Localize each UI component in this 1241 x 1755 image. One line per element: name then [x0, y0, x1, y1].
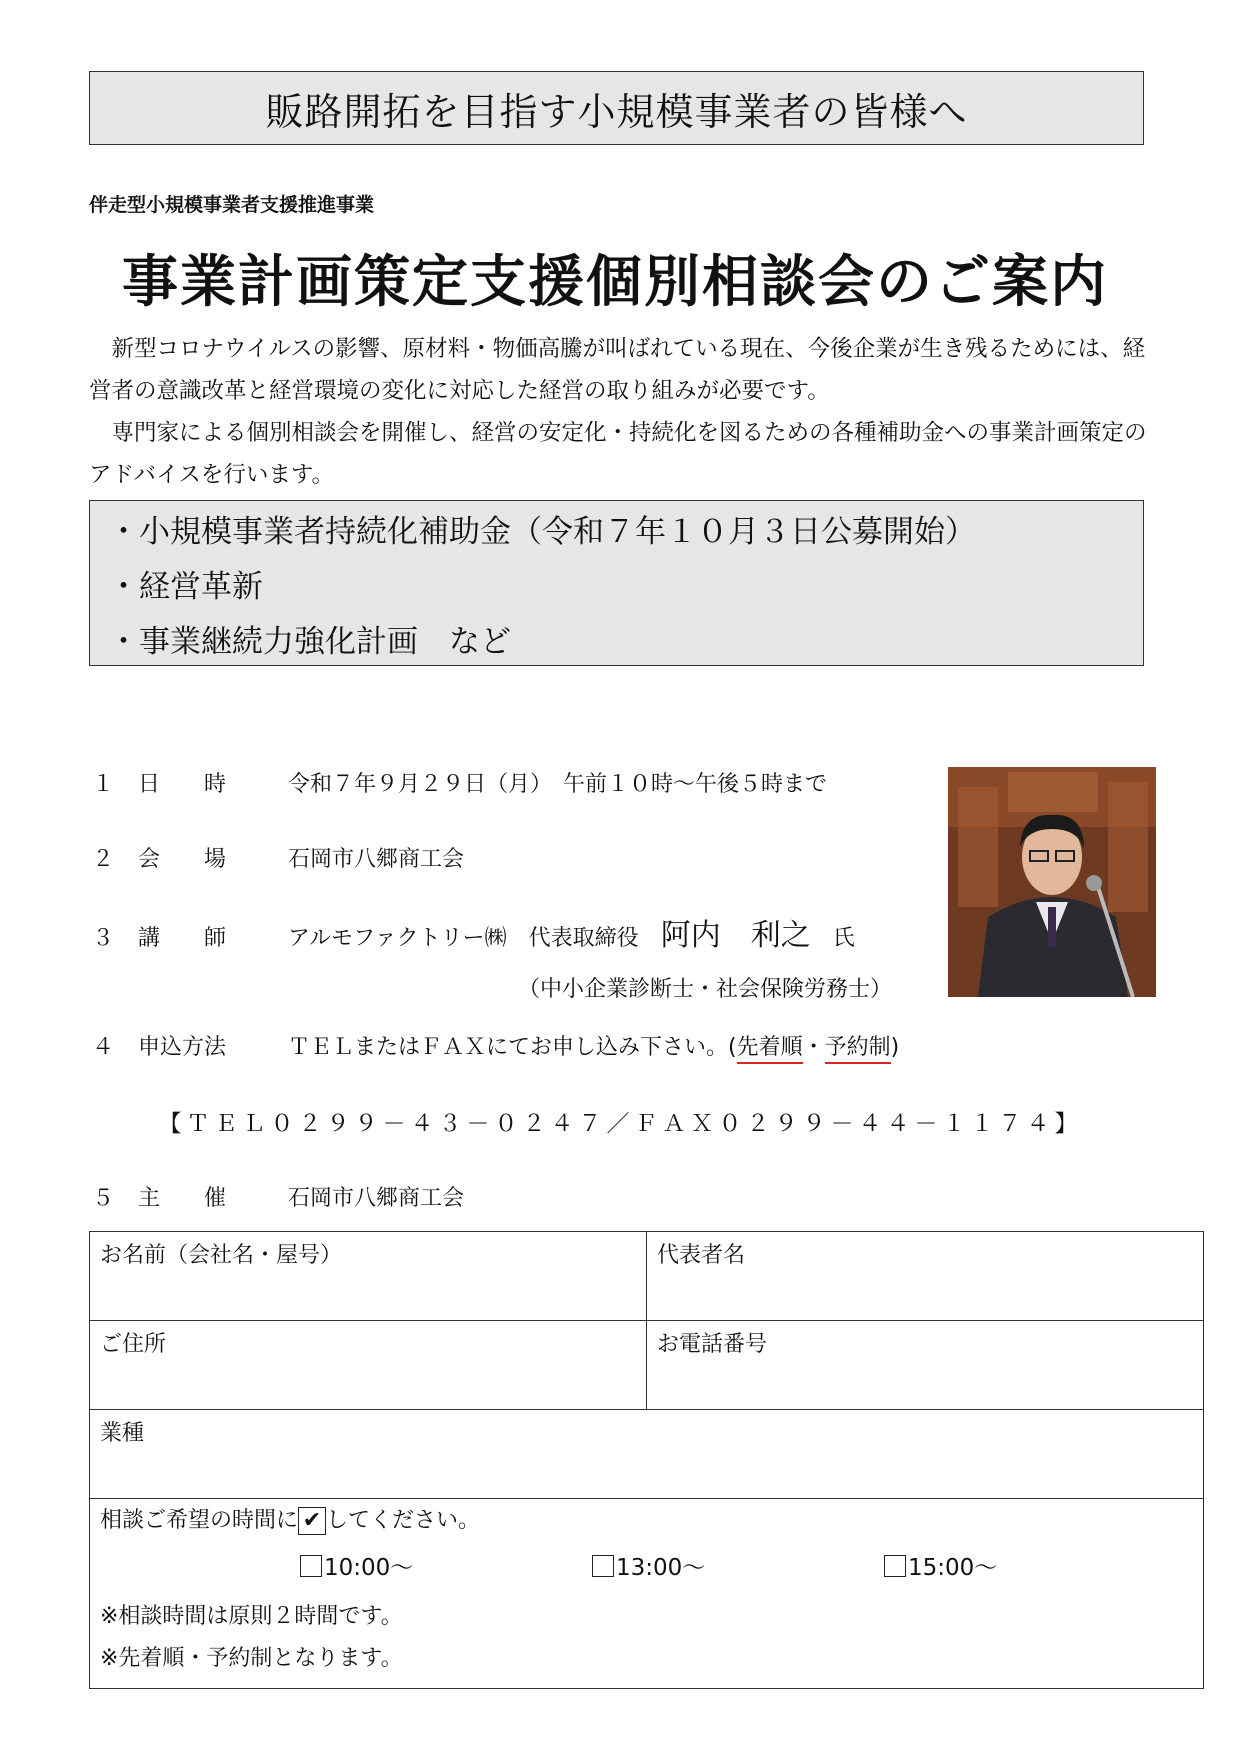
contact-numbers: 【ＴＥＬ０２９９－４３－０２４７／ＦＡＸ０２９９－４４－１１７４】	[158, 1111, 1083, 1137]
detail-number: ４	[92, 1035, 115, 1060]
checkbox-icon[interactable]	[884, 1555, 906, 1577]
detail-venue	[92, 842, 464, 873]
check-mark-icon: ✔	[298, 1507, 326, 1535]
time-option-13[interactable]	[592, 1549, 884, 1582]
phone-label: お電話番号	[657, 1332, 768, 1357]
separator-dot: ・	[802, 1035, 825, 1060]
detail-label: 講 師	[138, 926, 227, 951]
detail-apply	[92, 1030, 899, 1061]
headline-banner	[89, 71, 1144, 145]
instructor-company: アルモファクトリー㈱ 代表取締役	[288, 926, 639, 951]
instructor-name: 阿内 利之	[660, 918, 811, 953]
detail-number: ３	[92, 926, 115, 951]
program-name: 伴走型小規模事業者支援推進事業	[89, 194, 375, 216]
time-selection	[90, 1499, 1204, 1689]
name-field[interactable]	[90, 1232, 647, 1321]
consult-note-2: ※先着順・予約制となります。	[100, 1646, 403, 1671]
subsidy-item: ・事業継続力強化計画 など	[108, 624, 511, 660]
time-option-label: 15:00～	[908, 1555, 998, 1581]
consult-note-1: ※相談時間は原則２時間です。	[100, 1604, 403, 1629]
time-option-label: 10:00～	[324, 1555, 414, 1581]
detail-organizer	[92, 1181, 464, 1212]
apply-text: ＴＥＬまたはＦＡＸにてお申し込み下さい。(	[288, 1035, 737, 1060]
time-prompt-post: してください。	[326, 1508, 481, 1533]
detail-value: 石岡市八郷商工会	[288, 847, 465, 872]
industry-label: 業種	[100, 1421, 145, 1446]
instructor-suffix: 氏	[832, 926, 855, 951]
detail-number: ５	[92, 1186, 115, 1211]
application-form	[89, 1231, 1204, 1689]
intro-paragraph-2: 専門家による個別相談会を開催し、経営の安定化・持続化を図るための各種補助金への事業計画策定のアドバイスを行います。	[89, 420, 1147, 488]
time-options	[100, 1549, 1193, 1582]
subsidy-item: ・小規模事業者持続化補助金（令和７年１０月３日公募開始）	[108, 514, 976, 550]
representative-field[interactable]	[647, 1232, 1204, 1321]
representative-label: 代表者名	[657, 1243, 746, 1268]
address-label: ご住所	[100, 1332, 167, 1357]
page-title: 事業計画策定支援個別相談会のご案内	[122, 250, 1108, 315]
detail-label: 日 時	[138, 772, 227, 797]
detail-label: 主 催	[138, 1186, 227, 1211]
intro-paragraph-1: 新型コロナウイルスの影響、原材料・物価高騰が叫ばれている現在、今後企業が生き残るためには、経営者の意識改革と経営環境の変化に対応した経営の取り組みが必要です。	[89, 336, 1146, 404]
time-option-10[interactable]	[300, 1549, 592, 1582]
detail-number: １	[92, 772, 115, 797]
detail-value: 石岡市八郷商工会	[288, 1186, 465, 1211]
checkbox-icon[interactable]	[300, 1555, 322, 1577]
detail-label: 会 場	[138, 847, 227, 872]
instructor-photo	[948, 767, 1156, 997]
instructor-credentials: （中小企業診断士・社会保険労務士）	[518, 977, 893, 1002]
reservation-label: 予約制	[825, 1035, 891, 1064]
phone-field[interactable]	[647, 1321, 1204, 1410]
time-option-label: 13:00～	[616, 1555, 706, 1581]
checkbox-icon[interactable]	[592, 1555, 614, 1577]
time-prompt	[100, 1503, 1193, 1539]
address-field[interactable]	[90, 1321, 647, 1410]
close-paren: )	[890, 1035, 900, 1060]
instructor-photo-image	[948, 767, 1156, 997]
detail-instructor	[92, 910, 855, 954]
subsidy-list	[89, 500, 1144, 666]
industry-field[interactable]	[90, 1410, 1204, 1499]
first-come-label: 先着順	[737, 1035, 803, 1064]
name-label: お名前（会社名・屋号）	[100, 1243, 343, 1268]
subsidy-item: ・経営革新	[108, 569, 263, 605]
time-prompt-pre: 相談ご希望の時間に	[100, 1508, 299, 1533]
time-option-15[interactable]	[884, 1549, 1176, 1582]
detail-number: ２	[92, 847, 115, 872]
detail-label: 申込方法	[138, 1035, 227, 1060]
detail-date	[92, 767, 827, 798]
detail-value: 令和７年９月２９日（月） 午前１０時～午後５時まで	[288, 772, 828, 797]
headline-text: 販路開拓を目指す小規模事業者の皆様へ	[265, 89, 968, 134]
